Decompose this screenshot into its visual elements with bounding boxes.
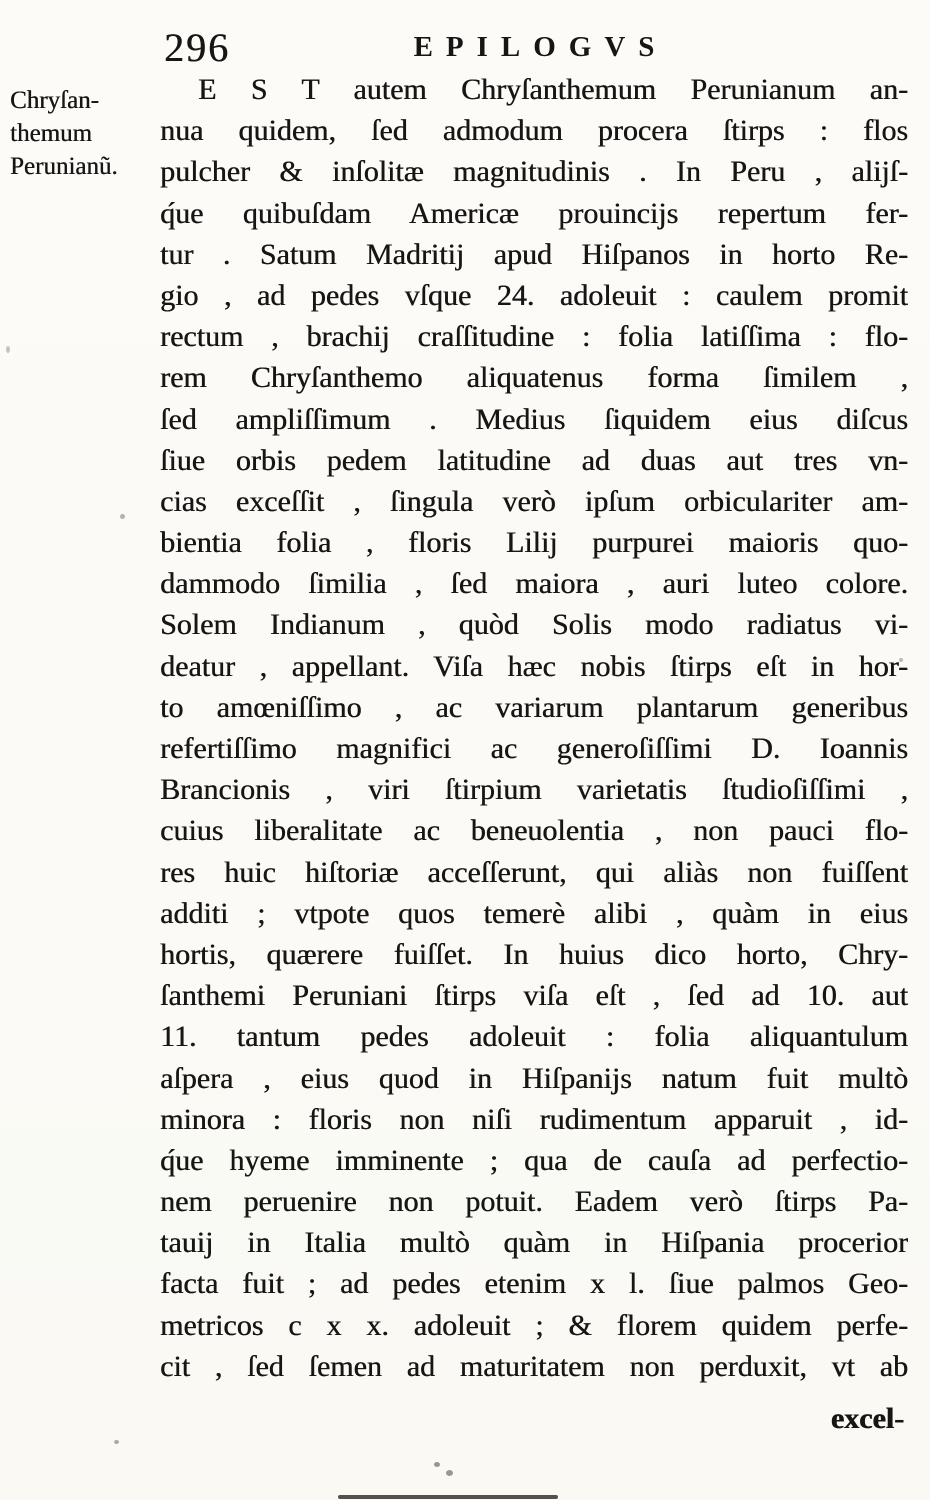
scan-speck: [434, 1462, 440, 1467]
body-line: rem Chryſanthemo aliquatenus forma ſimilem ,: [160, 361, 908, 395]
scan-speck: [114, 1440, 119, 1444]
body-line: tur . Satum Madritij apud Hiſpanos in horto Re-: [160, 237, 908, 271]
body-line: aſpera , eius quod in Hiſpanijs natum fuit multò: [160, 1061, 908, 1095]
body-line: nem peruenire non potuit. Eadem verò ſtirps Pa-: [160, 1185, 908, 1219]
catchword: excel-: [830, 1402, 904, 1435]
catchword-row: [160, 1402, 904, 1436]
body-line: gio , ad pedes vſque 24. adoleuit : caulem promit: [160, 278, 908, 312]
body-line: res huic hiſtoriæ acceſſerunt, qui aliàs non fuiſſent: [160, 855, 908, 889]
body-line: 11. tantum pedes adoleuit : folia aliquantulum: [160, 1020, 908, 1054]
body-line: deatur , appellant. Viſa hæc nobis ſtirps eſt in hor-: [160, 649, 908, 683]
page-number: 296: [164, 25, 230, 70]
body-line: dammodo ſimilia , ſed maiora , auri luteo colore.: [160, 567, 908, 601]
body-line: Solem Indianum , quòd Solis modo radiatus vi-: [160, 608, 908, 642]
body-line: hortis, quærere fuiſſet. In huius dico horto, Chry-: [160, 937, 908, 971]
body-line: tauij in Italia multò quàm in Hiſpania procerior: [160, 1226, 908, 1260]
body-line: to amœniſſimo , ac variarum plantarum generibus: [160, 690, 908, 724]
body-line: cias exceſſit , ſingula verò ipſum orbiculariter am-: [160, 484, 908, 518]
body-line: facta fuit ; ad pedes etenim x l. ſiue palmos Geo-: [160, 1267, 908, 1301]
scan-edge-artifact: [338, 1495, 558, 1499]
body-line: ſed ampliſſimum . Medius ſiquidem eius diſcus: [160, 402, 908, 436]
margin-note: [10, 84, 160, 183]
margin-note-line: themum: [10, 120, 92, 147]
body-text: [160, 69, 908, 1387]
body-line: cuius liberalitate ac beneuolentia , non pauci flo-: [160, 814, 908, 848]
running-title: EPILOGVS: [413, 31, 668, 63]
body-line: cit , ſed ſemen ad maturitatem non perduxit, vt ab: [160, 1349, 908, 1383]
scan-speck: [120, 514, 125, 519]
body-line: ſanthemi Peruniani ſtirps viſa eſt , ſed ad 10. aut: [160, 979, 908, 1013]
body-line: q́ue quibuſdam Americæ prouincijs repertum fer-: [160, 196, 908, 230]
body-line: Brancionis , viri ſtirpium varietatis ſtudioſiſſimi ,: [160, 773, 908, 807]
body-line: nua quidem, ſed admodum procera ſtirps : flos: [160, 114, 908, 148]
margin-note-line: Perunianũ.: [10, 153, 118, 180]
body-line: refertiſſimo magnifici ac generoſiſſimi D. Ioannis: [160, 732, 908, 765]
margin-note-line: Chryſan-: [10, 87, 99, 114]
page-header: [160, 22, 908, 70]
scan-speck: [6, 346, 10, 353]
scan-speck: [899, 658, 903, 662]
body-line: metricos c x x. adoleuit ; & florem quidem perfe-: [160, 1308, 908, 1342]
body-line: minora : floris non niſi rudimentum apparuit , id-: [160, 1102, 908, 1136]
body-line: rectum , brachij craſſitudine : folia latiſſima : flo-: [160, 320, 908, 354]
body-line: ſiue orbis pedem latitudine ad duas aut tres vn-: [160, 443, 908, 477]
body-line: E S T autem Chryſanthemum Perunianum an-: [198, 73, 908, 106]
body-line: bientia folia , floris Lilij purpurei maioris quo-: [160, 526, 908, 560]
body-line: additi ; vtpote quos temerè alibi , quàm in eius: [160, 896, 908, 930]
body-line: pulcher & inſolitæ magnitudinis . In Peru , alijſ-: [160, 155, 908, 189]
scan-speck: [446, 1470, 453, 1476]
body-line: q́ue hyeme imminente ; qua de cauſa ad perfectio-: [160, 1143, 908, 1177]
